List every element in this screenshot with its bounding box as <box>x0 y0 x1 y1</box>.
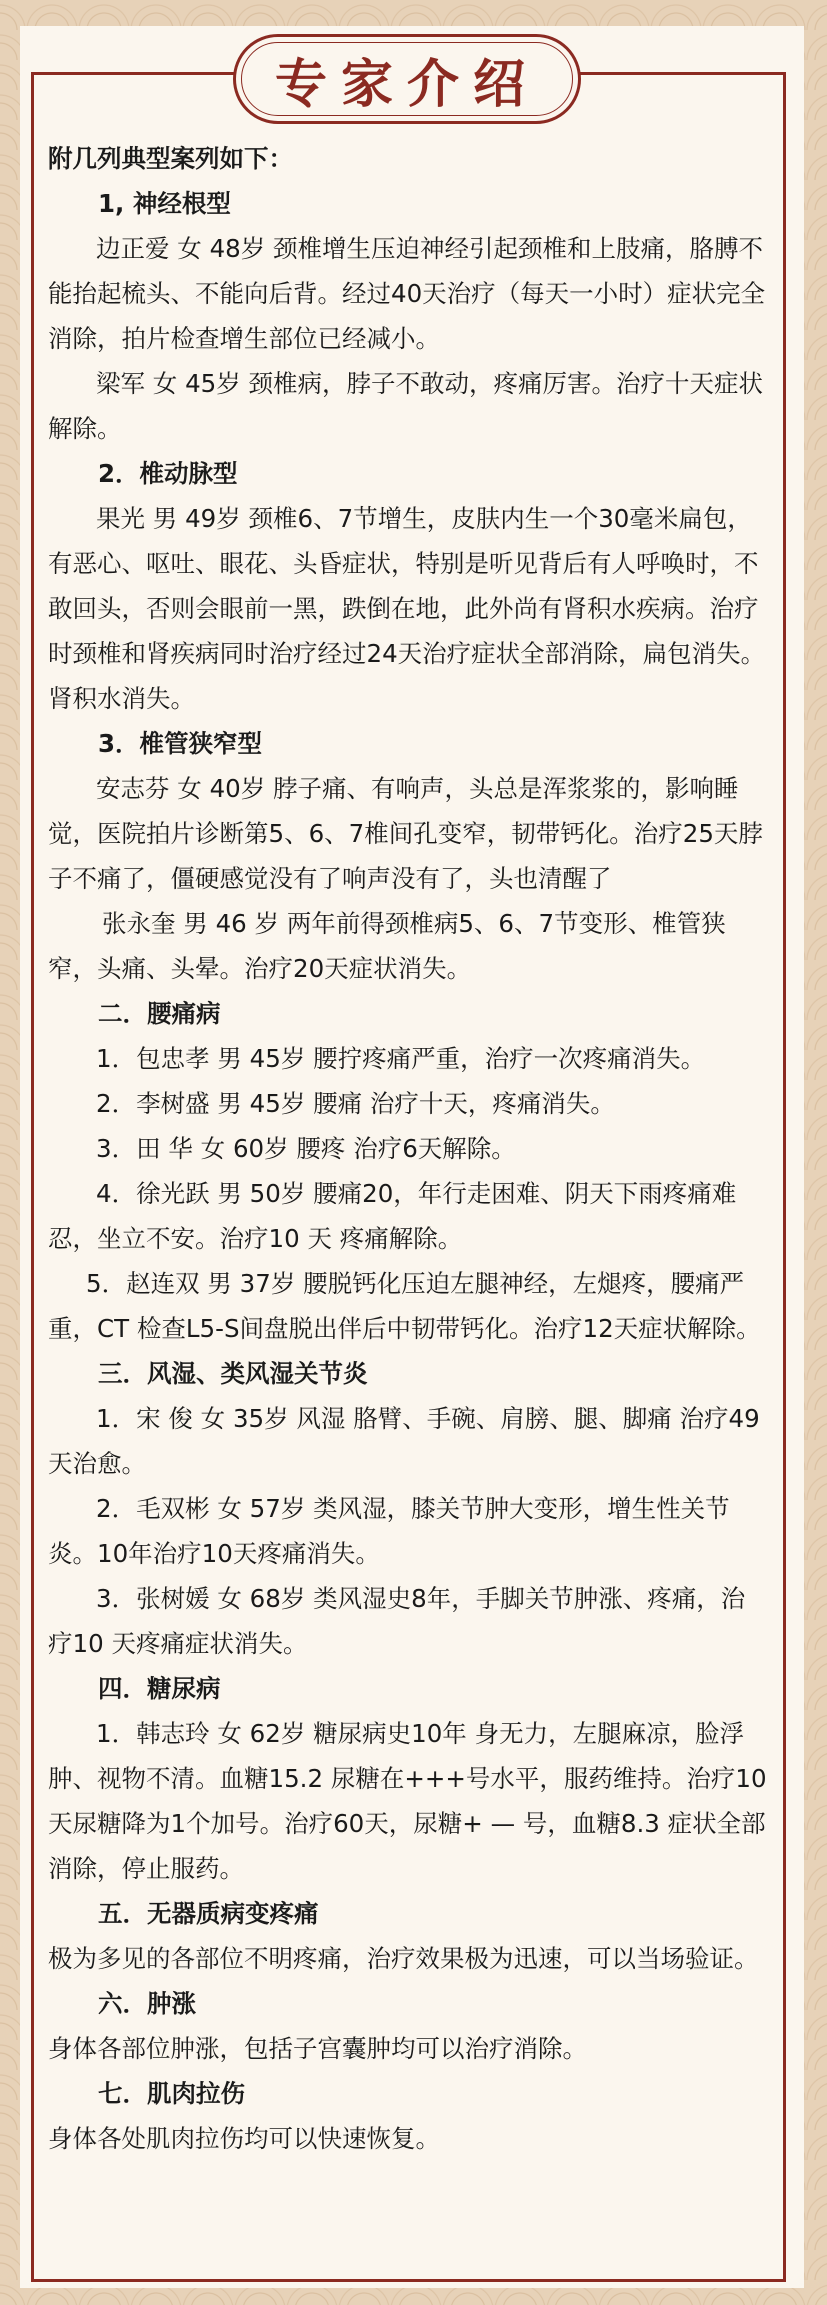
section-heading: 三．风湿、类风湿关节炎 <box>98 1359 368 1388</box>
case-paragraph: 安志芬 女 40岁 脖子痛、有响声，头总是浑浆浆的，影响睡觉，医院拍片诊断第5、6、7椎间孔变窄，韧带钙化。治疗25天脖子不痛了，僵硬感觉没有了响声没有了，头也清醒了 <box>48 774 763 893</box>
section-heading: 3．椎管狭窄型 <box>98 729 263 758</box>
case-paragraph: 3．张树媛 女 68岁 类风湿史8年，手脚关节肿涨、疼痛，治疗10 天疼痛症状消失。 <box>48 1584 746 1658</box>
section-heading: 二．腰痛病 <box>98 999 221 1028</box>
case-paragraph: 梁军 女 45岁 颈椎病，脖子不敢动，疼痛厉害。治疗十天症状解除。 <box>48 369 764 443</box>
case-paragraph: 5．赵连双 男 37岁 腰脱钙化压迫左腿神经，左煺疼，腰痛严重，CT 检查L5-S间盘脱出伴后中韧带钙化。治疗12天症状解除。 <box>48 1269 761 1343</box>
title-banner <box>233 34 581 124</box>
intro-heading: 附几列典型案列如下： <box>48 144 293 173</box>
case-paragraph: 1．包忠孝 男 45岁 腰拧疼痛严重，治疗一次疼痛消失。 <box>96 1044 706 1073</box>
case-paragraph: 2．李树盛 男 45岁 腰痛 治疗十天，疼痛消失。 <box>96 1089 615 1118</box>
section-heading: 七．肌肉拉伤 <box>98 2079 245 2108</box>
case-paragraph: 身体各处肌肉拉伤均可以快速恢复。 <box>48 2124 440 2153</box>
section-heading: 四．糖尿病 <box>98 1674 221 1703</box>
case-paragraph: 4．徐光跃 男 50岁 腰痛20，年行走困难、阴天下雨疼痛难忍，坐立不安。治疗10 天 疼痛解除。 <box>48 1179 737 1253</box>
page-title: 专家介绍 <box>274 53 539 115</box>
case-paragraph: 张永奎 男 46 岁 两年前得颈椎病5、6、7节变形、椎管狭窄，头痛、头晕。治疗20天症状消失。 <box>48 909 726 983</box>
case-paragraph: 1．韩志玲 女 62岁 糖尿病史10年 身无力，左腿麻凉，脸浮肿、视物不清。血糖15.2 尿糖在+++号水平，服药维持。治疗10天尿糖降为1个加号。治疗60天，尿糖+ — 号，血糖8.3 症状全部消除，停止服药。 <box>48 1719 767 1883</box>
case-paragraph: 果光 男 49岁 颈椎6、7节增生，皮肤内生一个30毫米扁包，有恶心、呕吐、眼花、头昏症状，特别是听见背后有人呼唤时，不敢回头，否则会眼前一黑，跌倒在地，此外尚有肾积水疾病。治疗时颈椎和肾疾病同时治疗经过24天治疗症状全部消除，扁包消失。肾积水消失。 <box>48 504 766 713</box>
case-list <box>48 136 768 2161</box>
case-paragraph: 1．宋 俊 女 35岁 风湿 胳臂、手碗、肩膀、腿、脚痛 治疗49天治愈。 <box>48 1404 760 1478</box>
case-paragraph: 3．田 华 女 60岁 腰疼 治疗6天解除。 <box>96 1134 516 1163</box>
case-paragraph: 身体各部位肿涨，包括子宫囊肿均可以治疗消除。 <box>48 2034 587 2063</box>
section-heading: 2．椎动脉型 <box>98 459 238 488</box>
case-paragraph: 边正爱 女 48岁 颈椎增生压迫神经引起颈椎和上肢痛，胳膊不能抬起梳头、不能向后背。经过40天治疗（每天一小时）症状完全消除，拍片检查增生部位已经减小。 <box>48 234 766 353</box>
section-heading: 五．无器质病变疼痛 <box>98 1899 319 1928</box>
case-paragraph: 极为多见的各部位不明疼痛，治疗效果极为迅速，可以当场验证。 <box>48 1944 759 1973</box>
section-heading: 1, 神经根型 <box>98 189 231 218</box>
case-paragraph: 2．毛双彬 女 57岁 类风湿，膝关节肿大变形，增生性关节炎。10年治疗10天疼痛消失。 <box>48 1494 730 1568</box>
section-heading: 六．肿涨 <box>98 1989 196 2018</box>
